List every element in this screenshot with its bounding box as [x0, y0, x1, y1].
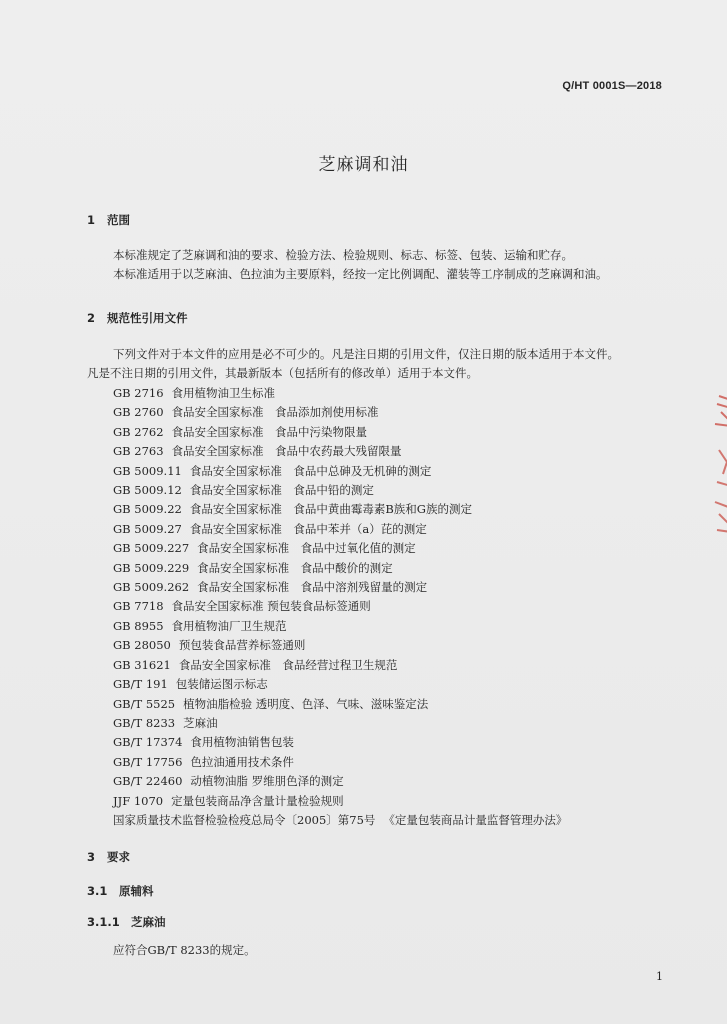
- reference-code: GB/T 17756: [113, 754, 183, 769]
- reference-item: [113, 714, 567, 733]
- reference-item: [113, 384, 567, 403]
- reference-item: [113, 462, 567, 481]
- reference-title: 食品安全国家标准 食品中酸价的测定: [197, 560, 393, 575]
- reference-code: GB 2716: [113, 386, 164, 400]
- reference-title: 食用植物油厂卫生规范: [171, 618, 287, 633]
- reference-title: 食品安全国家标准 食品经营过程卫生规范: [178, 657, 398, 672]
- reference-item: [113, 481, 567, 500]
- reference-title: 食品安全国家标准 食品中农药最大残留限量: [171, 444, 402, 459]
- reference-code: 国家质量技术监督检验检疫总局令〔2005〕第75号: [113, 812, 376, 827]
- reference-item: [113, 539, 567, 558]
- reference-item: [113, 403, 567, 422]
- section-number: 2: [87, 311, 96, 325]
- section-title: 范围: [107, 213, 130, 227]
- reference-title: 《定量包装商品计量监督管理办法》: [383, 812, 568, 827]
- reference-title: 食品安全国家标准 食品中过氧化值的测定: [197, 541, 416, 556]
- section-title: 芝麻油: [131, 915, 166, 929]
- paragraph: 本标准适用于以芝麻油、色拉油为主要原料，经按一定比例调配、灌装等工序制成的芝麻调和油。: [113, 267, 608, 281]
- reference-code: GB 8955: [113, 618, 164, 633]
- reference-title: 食品安全国家标准 食品中溶剂残留量的测定: [197, 580, 428, 595]
- reference-item: [113, 500, 567, 519]
- reference-code: GB 5009.22: [113, 502, 182, 517]
- section-2-intro: [87, 345, 672, 383]
- reference-title: 食用植物油销售包装: [190, 735, 294, 750]
- section-title: 要求: [107, 850, 130, 864]
- reference-code: GB 5009.229: [113, 560, 190, 575]
- reference-item: [113, 423, 567, 442]
- reference-title: 包装储运图示标志: [175, 677, 268, 692]
- section-3-1-heading: [87, 883, 154, 899]
- section-3-1-1-heading: [87, 914, 166, 930]
- reference-code: JJF 1070: [113, 793, 164, 808]
- reference-item: [113, 753, 567, 772]
- red-stamp-fragment: [705, 390, 727, 550]
- section-title: 规范性引用文件: [107, 311, 188, 325]
- reference-title: 定量包装商品净含量计量检验规则: [171, 793, 344, 808]
- reference-code: GB 5009.11: [113, 463, 182, 478]
- reference-code: GB 5009.12: [113, 483, 182, 498]
- reference-code: GB/T 8233: [113, 715, 176, 730]
- reference-code: GB 2762: [113, 424, 164, 439]
- reference-title: 食品安全国家标准 食品中黄曲霉毒素B族和G族的测定: [189, 502, 472, 517]
- reference-item: [113, 733, 567, 752]
- reference-item: [113, 772, 567, 791]
- section-1-heading: [87, 212, 130, 228]
- reference-title: 食品安全国家标准 食品中铅的测定: [189, 483, 374, 498]
- section-3-heading: [87, 849, 130, 865]
- reference-title: 食品安全国家标准 预包装食品标签通则: [171, 599, 371, 614]
- paragraph: 本标准规定了芝麻调和油的要求、检验方法、检验规则、标志、标签、包装、运输和贮存。: [113, 248, 573, 262]
- section-2-heading: [87, 310, 188, 326]
- reference-title: 动植物油脂 罗维朋色泽的测定: [190, 774, 344, 789]
- reference-title: 食用植物油卫生标准: [171, 386, 276, 400]
- reference-code: GB/T 22460: [113, 774, 183, 789]
- reference-item: [113, 442, 567, 461]
- reference-title: 食品安全国家标准 食品中总砷及无机砷的测定: [189, 463, 432, 478]
- reference-item: [113, 597, 567, 616]
- reference-title: 食品安全国家标准 食品中苯并（a）芘的测定: [189, 521, 427, 536]
- reference-code: GB 7718: [113, 599, 164, 614]
- reference-code: GB 5009.262: [113, 580, 190, 595]
- reference-list: [113, 384, 567, 830]
- paragraph: 下列文件对于本文件的应用是必不可少的。凡是注日期的引用文件，仅注日期的版本适用于本文件。: [113, 347, 619, 361]
- section-number: 3.1.1: [87, 915, 120, 929]
- reference-item: [113, 617, 567, 636]
- reference-code: GB/T 191: [113, 677, 168, 692]
- reference-title: 预包装食品营养标签通则: [178, 638, 306, 653]
- reference-item: [113, 520, 567, 539]
- reference-title: 色拉油通用技术条件: [190, 754, 294, 769]
- section-number: 3.1: [87, 884, 108, 898]
- reference-code: GB/T 17374: [113, 735, 183, 750]
- reference-item: [113, 695, 567, 714]
- reference-code: GB 5009.27: [113, 521, 182, 536]
- reference-code: GB/T 5525: [113, 696, 176, 711]
- reference-title: 芝麻油: [183, 715, 218, 730]
- reference-code: GB 5009.227: [113, 541, 190, 556]
- page-number: 1: [656, 970, 663, 983]
- section-1-body: [87, 246, 672, 284]
- paragraph: 应符合GB/T 8233的规定。: [113, 943, 256, 957]
- reference-code: GB 2763: [113, 444, 164, 459]
- reference-code: GB 31621: [113, 657, 171, 672]
- reference-item: [113, 811, 567, 830]
- reference-item: [113, 636, 567, 655]
- document-title: 芝麻调和油: [318, 155, 409, 175]
- section-title: 原辅料: [119, 884, 154, 898]
- section-number: 3: [87, 850, 96, 864]
- reference-item: [113, 578, 567, 597]
- reference-item: [113, 559, 567, 578]
- section-number: 1: [87, 213, 96, 227]
- standard-code: Q/HT 0001S—2018: [562, 80, 662, 92]
- reference-item: [113, 656, 567, 675]
- reference-title: 食品安全国家标准 食品中污染物限量: [171, 424, 368, 439]
- reference-item: [113, 675, 567, 694]
- reference-title: 食品安全国家标准 食品添加剂使用标准: [171, 405, 379, 420]
- reference-title: 植物油脂检验 透明度、色泽、气味、滋味鉴定法: [183, 696, 429, 711]
- reference-code: GB 2760: [113, 405, 164, 420]
- section-3-1-1-body: [87, 941, 672, 960]
- paragraph: 凡是不注日期的引用文件，其最新版本（包括所有的修改单）适用于本文件。: [87, 366, 478, 380]
- reference-item: [113, 792, 567, 811]
- reference-code: GB 28050: [113, 638, 171, 653]
